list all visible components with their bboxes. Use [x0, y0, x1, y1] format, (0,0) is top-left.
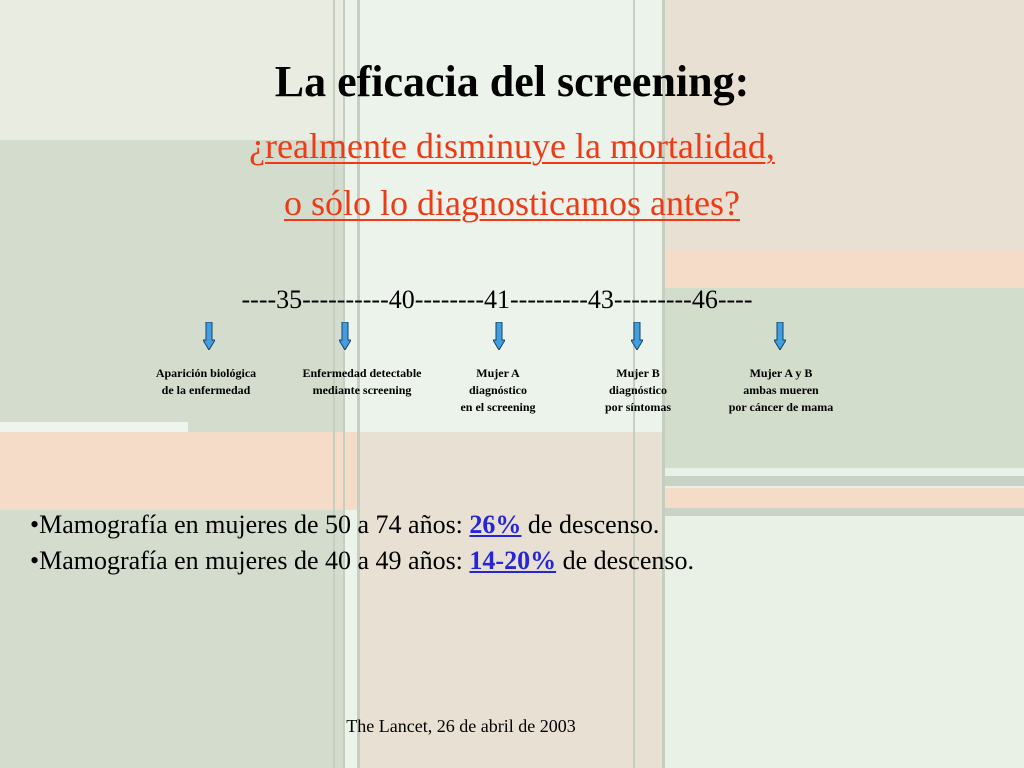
event-label-line: Enfermedad detectable: [302, 366, 422, 380]
event-label-line: por cáncer de mama: [728, 400, 834, 414]
down-arrow-icon: [203, 322, 215, 350]
event-label-line: diagnóstico: [608, 383, 667, 397]
bullet-text: •Mamografía en mujeres de 50 a 74 años:: [30, 510, 470, 539]
event-label: [286, 365, 438, 399]
bullet-text: •Mamografía en mujeres de 40 a 49 años:: [30, 546, 470, 575]
event-label-line: en el screening: [460, 400, 536, 414]
bullet-item: [30, 543, 694, 579]
timeline-scale: ----35----------40--------41---------43---------46----: [241, 285, 753, 314]
subtitle-line-1: ¿realmente disminuye la mortalidad,: [249, 126, 775, 166]
down-arrow-icon: [339, 322, 351, 350]
percentage-value: 26%: [469, 510, 522, 539]
event-label-line: Mujer A: [476, 366, 520, 380]
down-arrow-icon: [631, 322, 643, 350]
event-label-line: mediante screening: [312, 383, 412, 397]
event-label-line: Aparición biológica: [155, 366, 257, 380]
percentage-value: 14-20%: [469, 546, 557, 575]
event-label-line: diagnóstico: [468, 383, 527, 397]
bullet-list: [30, 507, 694, 579]
down-arrow-icon: [493, 322, 505, 350]
event-label-line: por síntomas: [604, 400, 672, 414]
bullet-item: [30, 507, 694, 543]
event-label-line: ambas mueren: [743, 383, 819, 397]
bullet-suffix: de descenso.: [556, 546, 694, 575]
subtitle-line-2: o sólo lo diagnosticamos antes?: [284, 183, 740, 223]
event-label-line: Mujer B: [616, 366, 660, 380]
slide-title: La eficacia del screening:: [274, 57, 750, 106]
event-label: [713, 365, 849, 416]
event-label: [588, 365, 688, 416]
source-citation: The Lancet, 26 de abril de 2003: [346, 716, 576, 736]
down-arrow-icon: [774, 322, 786, 350]
bullet-suffix: de descenso.: [521, 510, 660, 539]
event-label-line: Mujer A y B: [749, 366, 813, 380]
event-label-line: de la enfermedad: [161, 383, 251, 397]
event-label: [446, 365, 550, 416]
event-label: [139, 365, 273, 399]
